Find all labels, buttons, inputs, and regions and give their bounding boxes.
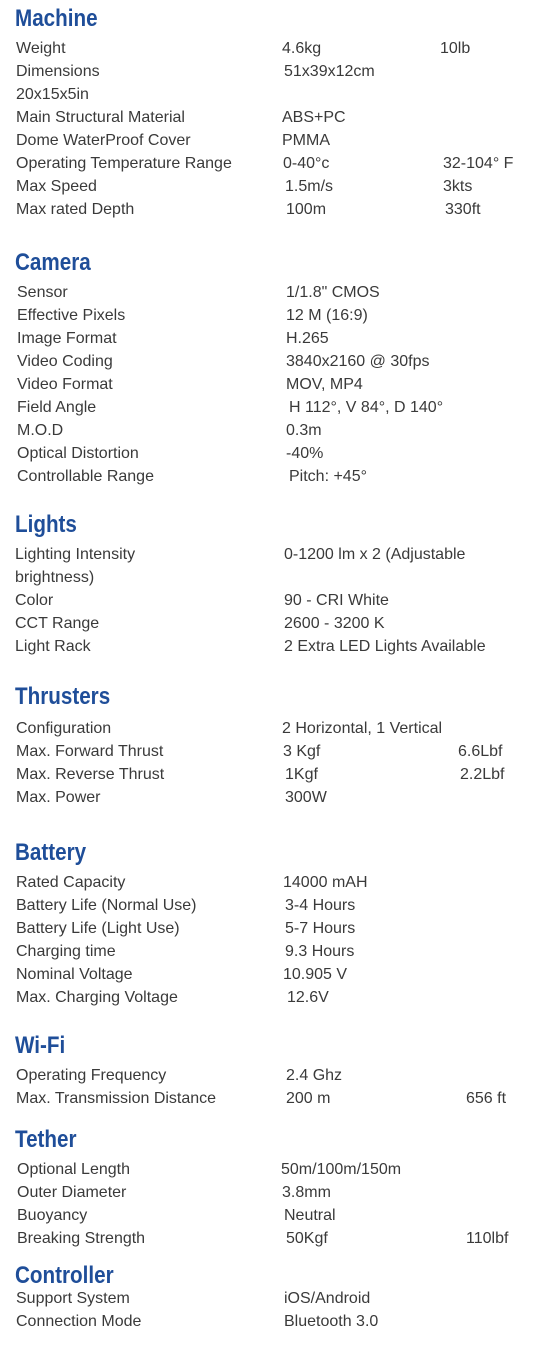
- spec-label: Effective Pixels: [17, 307, 126, 324]
- spec-value: 0-40°c: [283, 155, 330, 172]
- spec-label: Max Speed: [16, 178, 97, 195]
- spec-alt-value: 10lb: [440, 40, 471, 57]
- spec-label: Dome WaterProof Cover: [16, 132, 191, 149]
- spec-alt-value: 110lbf: [466, 1230, 509, 1247]
- spec-row: [0, 986, 540, 1009]
- spec-label: Field Angle: [17, 399, 97, 416]
- spec-label: Max. Reverse Thrust: [16, 766, 165, 783]
- section-title: Controller: [15, 1262, 114, 1289]
- spec-label: Operating Temperature Range: [16, 155, 232, 172]
- spec-row: [0, 763, 540, 786]
- spec-row: [0, 442, 540, 465]
- spec-value: 14000 mAH: [283, 874, 368, 891]
- spec-label: Dimensions: [16, 63, 100, 80]
- spec-label: Optional Length: [17, 1161, 130, 1178]
- spec-value: 2 Horizontal, 1 Vertical: [282, 720, 443, 737]
- spec-label: M.O.D: [17, 422, 64, 439]
- section-title: Tether: [15, 1126, 77, 1153]
- spec-label: Light Rack: [15, 638, 91, 655]
- spec-label: Image Format: [17, 330, 117, 347]
- spec-value: 2600 - 3200 K: [284, 615, 385, 632]
- spec-value: 3 Kgf: [283, 743, 321, 760]
- spec-value: 4.6kg: [282, 40, 322, 57]
- spec-label: Video Coding: [17, 353, 113, 370]
- section-title: Battery: [15, 839, 87, 866]
- spec-row: [0, 940, 540, 963]
- spec-row: [0, 543, 540, 586]
- spec-row: [0, 635, 540, 658]
- spec-label: Max. Charging Voltage: [16, 989, 178, 1006]
- spec-value: H.265: [286, 330, 329, 347]
- spec-row: [0, 129, 540, 152]
- spec-label: Operating Frequency: [16, 1067, 167, 1084]
- spec-row: [0, 589, 540, 612]
- spec-value: 10.905 V: [283, 966, 348, 983]
- spec-row: [0, 740, 540, 763]
- spec-alt-value: 3kts: [443, 178, 473, 195]
- spec-value: 2 Extra LED Lights Available: [284, 638, 486, 655]
- spec-label: Weight: [16, 40, 66, 57]
- spec-row: [0, 281, 540, 304]
- spec-value: 5-7 Hours: [285, 920, 356, 937]
- spec-label: CCT Range: [15, 615, 100, 632]
- spec-row: [0, 717, 540, 740]
- spec-label: Max. Forward Thrust: [16, 743, 164, 760]
- spec-label: Configuration: [16, 720, 112, 737]
- spec-value: MOV, MP4: [286, 376, 363, 393]
- spec-row: [0, 612, 540, 635]
- spec-value: 0.3m: [286, 422, 322, 439]
- spec-label: Rated Capacity: [16, 874, 126, 891]
- spec-label: Lighting Intensity: [15, 546, 136, 563]
- spec-alt-value: 32-104° F: [443, 155, 514, 172]
- spec-value: -40%: [286, 445, 324, 462]
- spec-row: [0, 106, 540, 129]
- spec-value: 50m/100m/150m: [281, 1161, 402, 1178]
- spec-value: ABS+PC: [282, 109, 346, 126]
- spec-row: [0, 327, 540, 350]
- spec-alt-value: 656 ft: [466, 1090, 507, 1107]
- spec-value: iOS/Android: [284, 1290, 371, 1307]
- spec-alt-value: 2.2Lbf: [460, 766, 505, 783]
- spec-value: 50Kgf: [286, 1230, 328, 1247]
- spec-value: 90 - CRI White: [284, 592, 389, 609]
- spec-label: Controllable Range: [17, 468, 154, 485]
- spec-value: 1Kgf: [285, 766, 318, 783]
- spec-label: Breaking Strength: [17, 1230, 146, 1247]
- spec-alt-value: 6.6Lbf: [458, 743, 503, 760]
- spec-value: Pitch: +45°: [289, 468, 367, 485]
- spec-row: [0, 175, 540, 198]
- spec-row: [0, 1310, 540, 1333]
- spec-row: [0, 894, 540, 917]
- spec-label: Main Structural Material: [16, 109, 185, 126]
- spec-value: 3.8mm: [282, 1184, 331, 1201]
- spec-label: Max. Power: [16, 789, 101, 806]
- spec-value: 3-4 Hours: [285, 897, 356, 914]
- spec-row: [0, 350, 540, 373]
- section-title: Wi-Fi: [15, 1032, 66, 1059]
- spec-label: Buoyancy: [17, 1207, 88, 1224]
- spec-label: Battery Life (Normal Use): [16, 897, 197, 914]
- spec-wrap-text: brightness): [15, 569, 95, 586]
- spec-row: [0, 786, 540, 809]
- spec-label: Connection Mode: [16, 1313, 142, 1330]
- spec-value: 1.5m/s: [285, 178, 334, 195]
- spec-value: 51x39x12cm: [284, 63, 375, 80]
- spec-alt-value: 330ft: [445, 201, 481, 218]
- spec-value: 0-1200 lm x 2 (Adjustable: [284, 546, 466, 563]
- spec-label: Sensor: [17, 284, 68, 301]
- spec-row: [0, 917, 540, 940]
- spec-value: Bluetooth 3.0: [284, 1313, 379, 1330]
- spec-row: [0, 465, 540, 488]
- spec-label: Video Format: [17, 376, 113, 393]
- spec-label: Support System: [16, 1290, 130, 1307]
- spec-row: [0, 60, 540, 103]
- spec-row: [0, 871, 540, 894]
- spec-value: 9.3 Hours: [285, 943, 355, 960]
- spec-row: [0, 1158, 540, 1181]
- spec-label: Max. Transmission Distance: [16, 1090, 217, 1107]
- spec-label: Optical Distortion: [17, 445, 139, 462]
- spec-row: [0, 1181, 540, 1204]
- spec-label: Outer Diameter: [17, 1184, 127, 1201]
- spec-row: [0, 963, 540, 986]
- spec-value: 3840x2160 @ 30fps: [286, 353, 430, 370]
- spec-label: Battery Life (Light Use): [16, 920, 180, 937]
- spec-row: [0, 1064, 540, 1087]
- spec-label: Charging time: [16, 943, 116, 960]
- spec-row: [0, 1227, 540, 1250]
- spec-value: 200 m: [286, 1090, 331, 1107]
- spec-value: 1/1.8" CMOS: [286, 284, 380, 301]
- spec-row: [0, 304, 540, 327]
- spec-value: 12.6V: [287, 989, 329, 1006]
- spec-row: [0, 396, 540, 419]
- spec-row: [0, 419, 540, 442]
- section-title: Camera: [15, 249, 91, 276]
- spec-label: Nominal Voltage: [16, 966, 133, 983]
- section-title: Lights: [15, 511, 77, 538]
- section-title: Thrusters: [15, 683, 111, 710]
- spec-value: PMMA: [282, 132, 330, 149]
- spec-row: [0, 152, 540, 175]
- spec-label: Max rated Depth: [16, 201, 135, 218]
- spec-row: [0, 373, 540, 396]
- spec-row: [0, 198, 540, 221]
- spec-row: [0, 1204, 540, 1227]
- section-title: Machine: [15, 5, 98, 32]
- spec-value: H 112°, V 84°, D 140°: [289, 399, 444, 416]
- spec-value: 2.4 Ghz: [286, 1067, 343, 1084]
- spec-wrap-text: 20x15x5in: [16, 86, 89, 103]
- spec-value: 300W: [285, 789, 327, 806]
- spec-row: [0, 1087, 540, 1110]
- spec-value: 100m: [286, 201, 327, 218]
- spec-label: Color: [15, 592, 54, 609]
- spec-row: [0, 37, 540, 60]
- spec-value: Neutral: [284, 1207, 336, 1224]
- spec-row: [0, 1287, 540, 1310]
- spec-value: 12 M (16:9): [286, 307, 368, 324]
